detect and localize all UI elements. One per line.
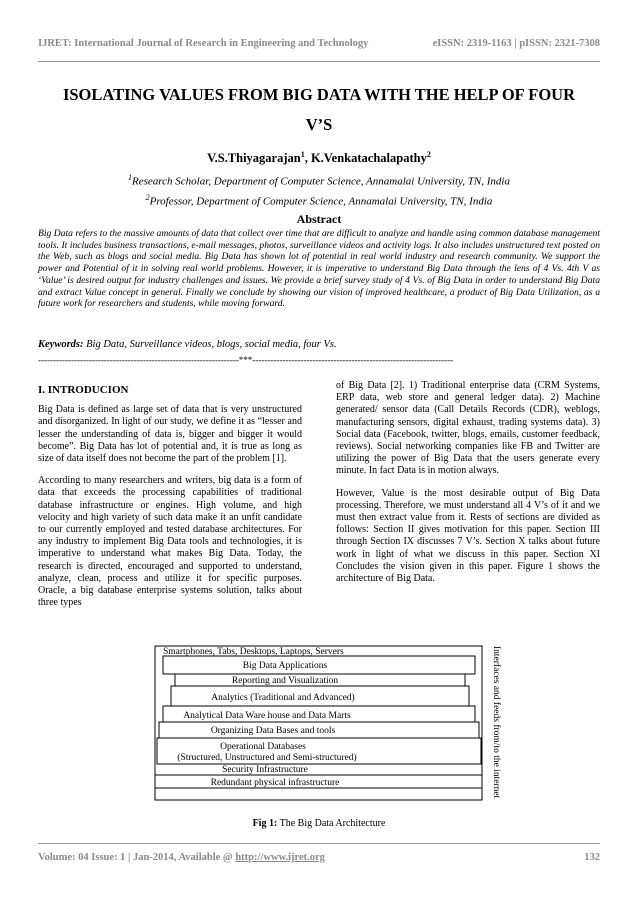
paper-title: [38, 80, 600, 140]
running-footer: [38, 852, 600, 863]
title-line-1: ISOLATING VALUES FROM BIG DATA WITH THE HELP OF FOUR: [62, 85, 576, 104]
affiliation-2-text: Professor, Department of Computer Science, Annamalai University, TN, India: [149, 195, 493, 208]
separator-line: -------------------------------------------------------------------***-------------------------------------------------------------------: [38, 355, 454, 365]
footer-rule: [38, 843, 600, 844]
authors: [38, 150, 600, 166]
running-header: [38, 38, 600, 49]
issn: eISSN: 2319-1163 | pISSN: 2321-7308: [432, 38, 600, 49]
figure-caption: [38, 818, 600, 829]
footer-volume-text: Volume: 04 Issue: 1 | Jan-2014, Available @: [38, 852, 236, 863]
section-heading: I. INTRODUCION: [38, 384, 129, 396]
affiliation-1-text: Research Scholar, Department of Computer Science, Annamalai University, TN, India: [132, 175, 510, 188]
author-1: V.S.Thiyagarajan: [207, 151, 301, 166]
layer-label: Redundant physical infrastructure: [210, 778, 340, 788]
big-data-architecture-figure: [135, 640, 510, 810]
abstract-heading: Abstract: [296, 212, 342, 226]
caption-label: Fig 1:: [252, 818, 278, 829]
title-line-2: V’S: [305, 115, 333, 134]
paragraph: However, Value is the most desirable output of Big Data processing. Therefore, we must understand all 4 V’s of it and we must then extract value from it. Rests of sections are divided as follows: Section II gives motivation for this paper. Section III through Section IX discusses 7 V’s. Section X talks about future work in light of what we discuss in this paper. Section XI Concludes the vision given in this paper. Figure 1 shows the architecture of Big Data.: [336, 487, 600, 585]
paragraph: Big Data is defined as large set of data that is very unstructured and disorganized. In light of our study, we define it as “lesser and lesser the understanding of data is, bigger and bigger it would become”. Big Data has lot of potential and, it is true as long as size of data itself does not become the part of the problem [1].: [38, 404, 302, 465]
affiliation-1-sup: 1: [128, 173, 133, 182]
author-1-sup: 1: [300, 150, 305, 159]
layer-label: Reporting and Visualization: [231, 676, 339, 686]
layer-label: Security Infrastructure: [222, 765, 308, 775]
right-column: [336, 380, 600, 595]
layer-label: Analytics (Traditional and Advanced): [211, 693, 355, 703]
author-2: K.Venkatachalapathy: [310, 151, 427, 166]
keywords-label: Keywords:: [38, 339, 84, 350]
keywords-text: Big Data, Surveillance videos, blogs, social media, four Vs.: [83, 339, 337, 350]
author-sep: ,: [304, 151, 311, 166]
header-rule: [38, 61, 600, 62]
keywords: [38, 339, 600, 350]
layer-label: (Structured, Unstructured and Semi-structured): [177, 753, 357, 763]
abstract-body: Big Data refers to the massive amounts of data that collect over time that are difficult to analyze and handle using common database management tools. It includes business transactions, e-mail messages, photos, surveillance videos and activity logs. It also includes unstructured text posted on the Web, such as blogs and social media. Big Data has shown lot of potential in real world industry and research community. We support the power and Potential of it in solving real world problems. However, it is imperative to understand Big Data through the lens of 4 Vs. 4th V as ‘Value’ is desired output for industry challenges and issues. We provide a brief survey study of 4 Vs. of Big Data in order to understand Big Data and extract Value concept in general. Finally we conclude by showing our vision of improved healthcare, a product of Big Data Utilization, as a future work for researchers and students, while moving forward.: [38, 228, 600, 310]
affiliation-2-sup: 2: [145, 192, 150, 202]
affiliation-1: [38, 170, 600, 190]
layer-label: Smartphones, Tabs, Desktops, Laptops, Servers: [163, 647, 344, 657]
page-number: 132: [584, 852, 600, 863]
affiliation-2: [38, 190, 600, 210]
caption-text: The Big Data Architecture: [277, 818, 386, 829]
layer-label: Operational Databases: [220, 742, 306, 752]
paragraph: According to many researchers and writers, big data is a form of data that exceeds the processing capabilities of traditional database infrastructure or engines. High volume, and high velocity and high variety of such data make it an unfit candidate to our currently employed and tested database architectures. For any industry to implement Big Data tools and technologies, it is imperative to understand what makes Big Data. Today, the research is directed, encouraged and supported to understand, analyze, clean, process and utilize it for specific purposes. Oracle, a big database enterprise systems solution, talks about three types: [38, 475, 302, 609]
layer-label: Big Data Applications: [242, 661, 328, 671]
layer-label: Analytical Data Ware house and Data Marts: [183, 711, 351, 721]
layer-label: Organizing Data Bases and tools: [210, 726, 336, 736]
paragraph: of Big Data [2]. 1) Traditional enterprise data (CRM Systems, ERP data, web store and general ledger data). 2) Machine generated/ sensor data (Call Details Records (CDR), weblogs, manufacturing sensors, digital exhaust, trading systems data). 3) Social data (Facebook, twitter, blogs, emails, customer feedback, reviews). Social networking companies like FB and Twitter are utilizing the power of Big Data that the users generate every minute. In fact Data is in motion always.: [336, 380, 600, 477]
journal-name: IJRET: International Journal of Research in Engineering and Technology: [38, 38, 369, 49]
side-label: Interfaces and feeds from/to the internet: [491, 646, 501, 799]
author-2-sup: 2: [426, 150, 431, 159]
affiliations: [38, 170, 600, 209]
journal-link[interactable]: http://www.ijret.org: [235, 852, 325, 863]
footer-volume: [38, 852, 325, 863]
left-column: [38, 380, 302, 619]
